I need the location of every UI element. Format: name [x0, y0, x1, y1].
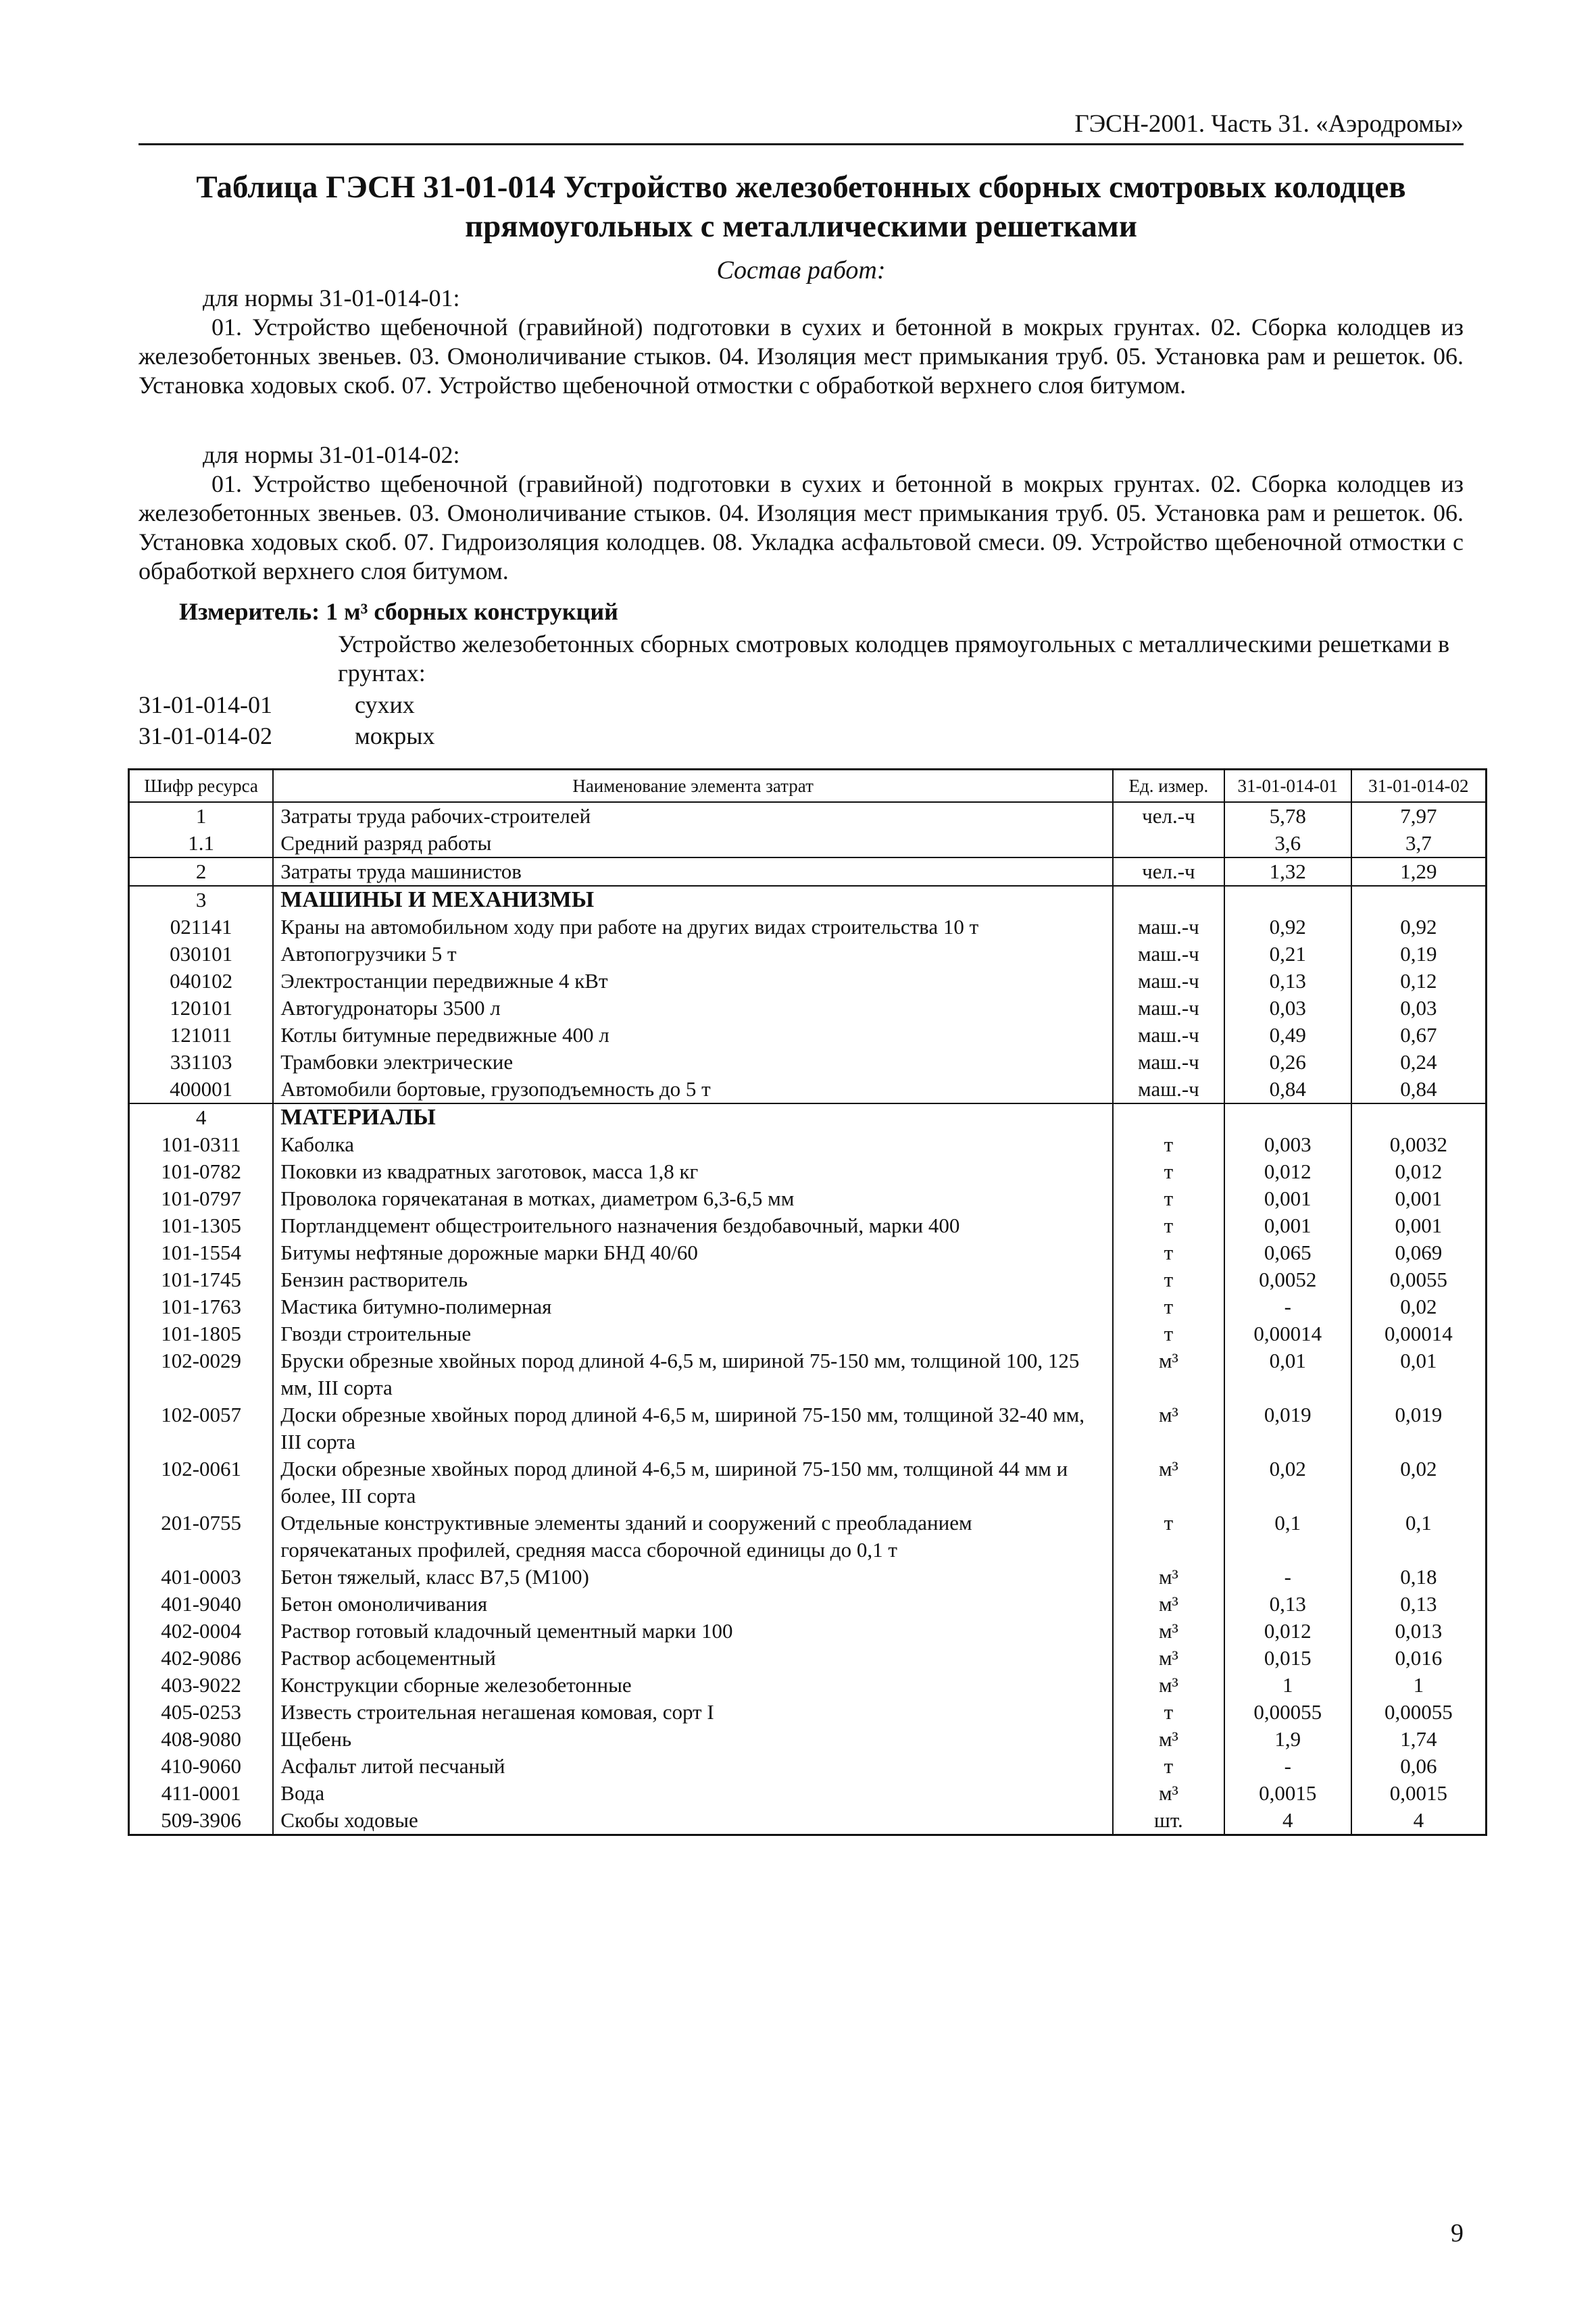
norm-2-value-cell: 7,97: [1351, 802, 1487, 830]
table-row: [129, 1293, 1487, 1320]
unit-cell: т: [1113, 1510, 1224, 1564]
norm-2-value-cell: 1,29: [1351, 857, 1487, 886]
resource-code-cell: 040102: [129, 968, 274, 995]
resource-name-cell: Затраты труда машинистов: [273, 857, 1113, 886]
norm-2-value-cell: 1: [1351, 1672, 1487, 1699]
norm-2-value-cell: 0,03: [1351, 995, 1487, 1022]
norm-1-value-cell: 0,012: [1224, 1158, 1351, 1185]
norm-2-value-cell: 3,7: [1351, 830, 1487, 857]
page-number: 9: [1451, 2219, 1464, 2247]
norm-2-value-cell: 0,001: [1351, 1185, 1487, 1212]
unit-cell: т: [1113, 1293, 1224, 1320]
resource-code-cell: 121011: [129, 1022, 274, 1049]
table-row: [129, 1780, 1487, 1807]
resource-code-cell: 101-1305: [129, 1212, 274, 1239]
unit-cell: т: [1113, 1239, 1224, 1266]
unit-cell: т: [1113, 1753, 1224, 1780]
unit-cell: т: [1113, 1212, 1224, 1239]
unit-cell: [1113, 830, 1224, 857]
unit-cell: т: [1113, 1131, 1224, 1158]
unit-cell: маш.-ч: [1113, 941, 1224, 968]
variant-row: [139, 722, 434, 751]
table-row: [129, 1131, 1487, 1158]
norm-2-value-cell: 1,74: [1351, 1726, 1487, 1753]
resource-name-cell: Известь строительная негашеная комовая, сорт I: [273, 1699, 1113, 1726]
resource-code-cell: 402-9086: [129, 1645, 274, 1672]
table-row: [129, 830, 1487, 857]
resource-table: [128, 768, 1487, 1836]
table-row: [129, 995, 1487, 1022]
norm-1-value-cell: 0,13: [1224, 968, 1351, 995]
unit-cell: м³: [1113, 1645, 1224, 1672]
resource-name-cell: Конструкции сборные железобетонные: [273, 1672, 1113, 1699]
variant-code: 31-01-014-01: [139, 691, 272, 718]
norm-1-value-cell: 1,9: [1224, 1726, 1351, 1753]
table-row: [129, 968, 1487, 995]
unit-cell: м³: [1113, 1455, 1224, 1510]
work-composition-heading: Состав работ:: [716, 256, 886, 284]
norm-2-value-cell: 0,06: [1351, 1753, 1487, 1780]
table-row: [129, 1699, 1487, 1726]
norm-2-value-cell: 0,02: [1351, 1455, 1487, 1510]
norm-2-value-cell: 0,069: [1351, 1239, 1487, 1266]
table-row: [129, 1807, 1487, 1835]
unit-cell: маш.-ч: [1113, 1076, 1224, 1103]
resource-code-cell: 102-0029: [129, 1347, 274, 1401]
resource-name-cell: Доски обрезные хвойных пород длиной 4-6,5 м, шириной 75-150 мм, толщиной 44 мм и более, III сорта: [273, 1455, 1113, 1510]
norm-2-value-cell: 0,001: [1351, 1212, 1487, 1239]
resource-name-cell: Асфальт литой песчаный: [273, 1753, 1113, 1780]
variant-label: сухих: [355, 691, 415, 718]
norm-1-value-cell: 0,0052: [1224, 1266, 1351, 1293]
resource-code-cell: 030101: [129, 941, 274, 968]
norm-2-value-cell: 0,02: [1351, 1293, 1487, 1320]
table-row: [129, 1158, 1487, 1185]
resource-name-cell: Электростанции передвижные 4 кВт: [273, 968, 1113, 995]
table-title: [139, 168, 1464, 246]
resource-code-cell: 411-0001: [129, 1780, 274, 1807]
table-row: [129, 1239, 1487, 1266]
resource-code-cell: 102-0061: [129, 1455, 274, 1510]
resource-code-cell: 021141: [129, 914, 274, 941]
norm-1-value-cell: 0,001: [1224, 1185, 1351, 1212]
norm-1-value-cell: 0,01: [1224, 1347, 1351, 1401]
resource-code-cell: 4: [129, 1103, 274, 1131]
norm-1-value-cell: 4: [1224, 1807, 1351, 1835]
resource-name-cell: Раствор готовый кладочный цементный марки 100: [273, 1618, 1113, 1645]
resource-code-cell: 101-0311: [129, 1131, 274, 1158]
resource-name-cell: Доски обрезные хвойных пород длиной 4-6,5 м, шириной 75-150 мм, толщиной 32-40 мм, III сорта: [273, 1401, 1113, 1455]
resource-code-cell: 405-0253: [129, 1699, 274, 1726]
norm-2-value-cell: 4: [1351, 1807, 1487, 1835]
norm-2-value-cell: 0,012: [1351, 1158, 1487, 1185]
header-unit: Ед. измер.: [1113, 770, 1224, 803]
header-norm-2: 31-01-014-02: [1351, 770, 1487, 803]
variants-heading: Устройство железобетонных сборных смотровых колодцев прямоугольных с металлическими решетками в грунтах:: [338, 630, 1450, 687]
resource-code-cell: 101-1763: [129, 1293, 274, 1320]
norm-1-value-cell: 0,02: [1224, 1455, 1351, 1510]
resource-name-cell: Раствор асбоцементный: [273, 1645, 1113, 1672]
norm-1-value-cell: 0,001: [1224, 1212, 1351, 1239]
resource-name-cell: Краны на автомобильном ходу при работе на других видах строительства 10 т: [273, 914, 1113, 941]
table-row: [129, 1185, 1487, 1212]
unit-cell: м³: [1113, 1672, 1224, 1699]
norm-1-value-cell: 0,21: [1224, 941, 1351, 968]
norm-1-value-cell: 0,26: [1224, 1049, 1351, 1076]
norm-1-value-cell: 3,6: [1224, 830, 1351, 857]
unit-cell: маш.-ч: [1113, 1049, 1224, 1076]
norm-1-value-cell: -: [1224, 1564, 1351, 1591]
resource-name-cell: Средний разряд работы: [273, 830, 1113, 857]
variant-code: 31-01-014-02: [139, 722, 272, 749]
unit-cell: м³: [1113, 1564, 1224, 1591]
table-row: [129, 1672, 1487, 1699]
table-row: [129, 1645, 1487, 1672]
resource-name-cell: Битумы нефтяные дорожные марки БНД 40/60: [273, 1239, 1113, 1266]
norm-1-value-cell: -: [1224, 1293, 1351, 1320]
table-row: [129, 857, 1487, 886]
table-row: [129, 1022, 1487, 1049]
table-row: [129, 1266, 1487, 1293]
unit-cell: т: [1113, 1266, 1224, 1293]
unit-cell: м³: [1113, 1726, 1224, 1753]
table-row: [129, 1320, 1487, 1347]
unit-cell: [1113, 886, 1224, 914]
norm-2-value-cell: 0,013: [1351, 1618, 1487, 1645]
norm-1-value-cell: 0,019: [1224, 1401, 1351, 1455]
norm-1-label: для нормы 31-01-014-01:: [203, 284, 460, 312]
resource-name-cell: Мастика битумно-полимерная: [273, 1293, 1113, 1320]
resource-name-cell: Гвозди строительные: [273, 1320, 1113, 1347]
norm-1-value-cell: 0,00055: [1224, 1699, 1351, 1726]
norm-2-value-cell: 0,19: [1351, 941, 1487, 968]
norm-1-value-cell: 0,1: [1224, 1510, 1351, 1564]
norm-2-value-cell: 0,0055: [1351, 1266, 1487, 1293]
table-header-row: [129, 770, 1487, 803]
norm-2-value-cell: 0,016: [1351, 1645, 1487, 1672]
norm-1-value-cell: 0,015: [1224, 1645, 1351, 1672]
resource-name-cell: Портландцемент общестроительного назначения бездобавочный, марки 400: [273, 1212, 1113, 1239]
resource-name-cell: Бетон тяжелый, класс В7,5 (М100): [273, 1564, 1113, 1591]
resource-name-cell: Проволока горячекатаная в мотках, диаметром 6,3-6,5 мм: [273, 1185, 1113, 1212]
norm-1-value-cell: 0,003: [1224, 1131, 1351, 1158]
norm-1-value-cell: 0,00014: [1224, 1320, 1351, 1347]
norm-1-value-cell: 1: [1224, 1672, 1351, 1699]
resource-code-cell: 402-0004: [129, 1618, 274, 1645]
resource-code-cell: 403-9022: [129, 1672, 274, 1699]
norm-1-text: 01. Устройство щебеночной (гравийной) подготовки в сухих и бетонной в мокрых грунтах. 02. Сборка колодцев из железобетонных звеньев. 03. Омоноличивание стыков. 04. Изоляция мест примыкания труб. 05. Установка рам и решеток. 06. Установка ходовых скоб. 07. Устройство щебеночной отмостки с обработкой верхнего слоя битумом.: [139, 314, 1464, 399]
table-row: [129, 802, 1487, 830]
unit-cell: чел.-ч: [1113, 857, 1224, 886]
table-row: [129, 1564, 1487, 1591]
resource-code-cell: 101-1805: [129, 1320, 274, 1347]
norm-1-value-cell: 0,84: [1224, 1076, 1351, 1103]
resource-name-cell: Котлы битумные передвижные 400 л: [273, 1022, 1113, 1049]
unit-cell: т: [1113, 1699, 1224, 1726]
norm-2-value-cell: 0,92: [1351, 914, 1487, 941]
norm-2-value-cell: 0,0015: [1351, 1780, 1487, 1807]
unit-cell: м³: [1113, 1618, 1224, 1645]
running-header: ГЭСН-2001. Часть 31. «Аэродромы»: [1074, 110, 1464, 138]
table-row: [129, 1347, 1487, 1401]
norm-2-value-cell: 0,00014: [1351, 1320, 1487, 1347]
norm-2-value-cell: 0,00055: [1351, 1699, 1487, 1726]
norm-1-value-cell: 0,03: [1224, 995, 1351, 1022]
resource-name-cell: Скобы ходовые: [273, 1807, 1113, 1835]
norm-2-value-cell: [1351, 886, 1487, 914]
variant-row: [139, 691, 415, 720]
table-row: [129, 1103, 1487, 1131]
table-row: [129, 1753, 1487, 1780]
resource-name-cell: МАШИНЫ И МЕХАНИЗМЫ: [273, 886, 1113, 914]
table-row: [129, 1618, 1487, 1645]
resource-name-cell: Бензин растворитель: [273, 1266, 1113, 1293]
unit-cell: маш.-ч: [1113, 1022, 1224, 1049]
table-row: [129, 1212, 1487, 1239]
norm-2-block: [139, 441, 1464, 586]
unit-cell: м³: [1113, 1780, 1224, 1807]
variant-label: мокрых: [355, 722, 435, 749]
table-title-line-2: прямоугольных с металлическими решетками: [465, 209, 1137, 244]
table-row: [129, 914, 1487, 941]
norm-1-value-cell: 0,13: [1224, 1591, 1351, 1618]
resource-name-cell: Автопогрузчики 5 т: [273, 941, 1113, 968]
norm-1-value-cell: 0,92: [1224, 914, 1351, 941]
resource-name-cell: Щебень: [273, 1726, 1113, 1753]
norm-1-value-cell: 0,0015: [1224, 1780, 1351, 1807]
table-title-line-1: Таблица ГЭСН 31-01-014 Устройство железобетонных сборных смотровых колодцев: [196, 170, 1406, 205]
resource-code-cell: 101-1745: [129, 1266, 274, 1293]
norm-1-value-cell: 1,32: [1224, 857, 1351, 886]
norm-1-block: [139, 284, 1464, 400]
resource-name-cell: Поковки из квадратных заготовок, масса 1,8 кг: [273, 1158, 1113, 1185]
resource-name-cell: Автогудронаторы 3500 л: [273, 995, 1113, 1022]
resource-code-cell: 1: [129, 802, 274, 830]
resource-code-cell: 401-0003: [129, 1564, 274, 1591]
unit-cell: м³: [1113, 1401, 1224, 1455]
resource-code-cell: 1.1: [129, 830, 274, 857]
table-row: [129, 1726, 1487, 1753]
resource-code-cell: 509-3906: [129, 1807, 274, 1835]
unit-cell: м³: [1113, 1591, 1224, 1618]
table-row: [129, 941, 1487, 968]
norm-1-value-cell: 5,78: [1224, 802, 1351, 830]
resource-name-cell: МАТЕРИАЛЫ: [273, 1103, 1113, 1131]
resource-name-cell: Трамбовки электрические: [273, 1049, 1113, 1076]
norm-2-value-cell: 0,019: [1351, 1401, 1487, 1455]
norm-2-value-cell: 0,24: [1351, 1049, 1487, 1076]
table-row: [129, 1049, 1487, 1076]
header-norm-1: 31-01-014-01: [1224, 770, 1351, 803]
norm-1-value-cell: 0,012: [1224, 1618, 1351, 1645]
measure-line: Измеритель: 1 м³ сборных конструкций: [179, 598, 618, 625]
table-row: [129, 1455, 1487, 1510]
resource-code-cell: 2: [129, 857, 274, 886]
norm-2-value-cell: 0,13: [1351, 1591, 1487, 1618]
norm-2-value-cell: 0,12: [1351, 968, 1487, 995]
resource-code-cell: 102-0057: [129, 1401, 274, 1455]
norm-1-value-cell: 0,065: [1224, 1239, 1351, 1266]
norm-2-value-cell: 0,01: [1351, 1347, 1487, 1401]
unit-cell: маш.-ч: [1113, 914, 1224, 941]
resource-name-cell: Автомобили бортовые, грузоподъемность до 5 т: [273, 1076, 1113, 1103]
resource-name-cell: Бетон омоноличивания: [273, 1591, 1113, 1618]
resource-code-cell: 120101: [129, 995, 274, 1022]
norm-2-value-cell: 0,67: [1351, 1022, 1487, 1049]
norm-2-value-cell: [1351, 1103, 1487, 1131]
resource-code-cell: 400001: [129, 1076, 274, 1103]
norm-2-label: для нормы 31-01-014-02:: [203, 441, 460, 468]
resource-code-cell: 408-9080: [129, 1726, 274, 1753]
header-name: Наименование элемента затрат: [273, 770, 1113, 803]
resource-name-cell: Отдельные конструктивные элементы зданий и сооружений с преобладанием горячекатаных профилей, средняя масса сборочной единицы до 0,1 т: [273, 1510, 1113, 1564]
unit-cell: м³: [1113, 1347, 1224, 1401]
table-row: [129, 1401, 1487, 1455]
unit-cell: шт.: [1113, 1807, 1224, 1835]
table-row: [129, 1510, 1487, 1564]
resource-code-cell: 3: [129, 886, 274, 914]
unit-cell: чел.-ч: [1113, 802, 1224, 830]
unit-cell: т: [1113, 1320, 1224, 1347]
resource-code-cell: 101-0782: [129, 1158, 274, 1185]
resource-name-cell: Бруски обрезные хвойных пород длиной 4-6,5 м, шириной 75-150 мм, толщиной 100, 125 мм, III сорта: [273, 1347, 1113, 1401]
table-row: [129, 1076, 1487, 1103]
unit-cell: маш.-ч: [1113, 968, 1224, 995]
norm-1-value-cell: -: [1224, 1753, 1351, 1780]
resource-code-cell: 331103: [129, 1049, 274, 1076]
unit-cell: т: [1113, 1185, 1224, 1212]
unit-cell: маш.-ч: [1113, 995, 1224, 1022]
resource-code-cell: 101-0797: [129, 1185, 274, 1212]
resource-name-cell: Каболка: [273, 1131, 1113, 1158]
header-code: Шифр ресурса: [129, 770, 274, 803]
header-rule: [139, 143, 1464, 145]
resource-name-cell: Затраты труда рабочих-строителей: [273, 802, 1113, 830]
resource-name-cell: Вода: [273, 1780, 1113, 1807]
norm-2-text: 01. Устройство щебеночной (гравийной) подготовки в сухих и бетонной в мокрых грунтах. 02. Сборка колодцев из железобетонных звеньев. 03. Омоноличивание стыков. 04. Изоляция мест примыкания труб. 05. Установка рам и решеток. 06. Установка ходовых скоб. 07. Гидроизоляция колодцев. 08. Укладка асфальтовой смеси. 09. Устройство щебеночной отмостки с обработкой верхнего слоя битумом.: [139, 470, 1464, 584]
norm-1-value-cell: [1224, 1103, 1351, 1131]
resource-code-cell: 410-9060: [129, 1753, 274, 1780]
norm-1-value-cell: 0,49: [1224, 1022, 1351, 1049]
table-row: [129, 886, 1487, 914]
resource-code-cell: 201-0755: [129, 1510, 274, 1564]
table-row: [129, 1591, 1487, 1618]
norm-2-value-cell: 0,18: [1351, 1564, 1487, 1591]
norm-2-value-cell: 0,0032: [1351, 1131, 1487, 1158]
norm-2-value-cell: 0,1: [1351, 1510, 1487, 1564]
norm-1-value-cell: [1224, 886, 1351, 914]
resource-code-cell: 101-1554: [129, 1239, 274, 1266]
table-body: [129, 802, 1487, 1835]
unit-cell: т: [1113, 1158, 1224, 1185]
unit-cell: [1113, 1103, 1224, 1131]
norm-2-value-cell: 0,84: [1351, 1076, 1487, 1103]
resource-code-cell: 401-9040: [129, 1591, 274, 1618]
